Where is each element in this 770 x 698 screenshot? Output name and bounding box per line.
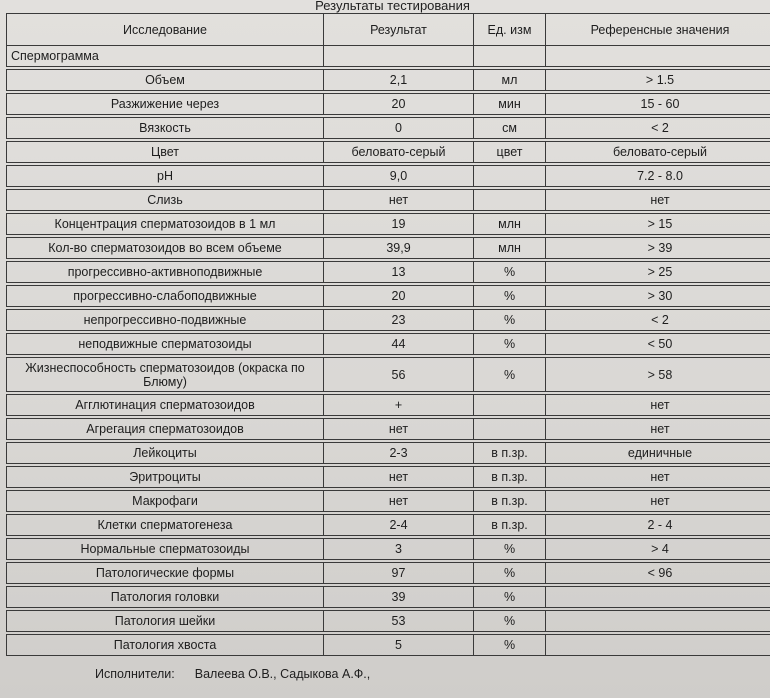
cell-study: Эритроциты [7,467,324,488]
cell-result: 0 [324,118,474,139]
cell-unit: в п.зр. [474,443,546,464]
cell-study: Патология шейки [7,611,324,632]
cell-study: Агрегация сперматозоидов [7,419,324,440]
cell-study: прогрессивно-слабоподвижные [7,286,324,307]
cell-study: Патология хвоста [7,635,324,656]
cell-unit: % [474,286,546,307]
section-title: Спермограмма [7,46,324,67]
table-row [7,94,770,115]
section-empty-cell [474,46,546,67]
table-row [7,419,770,440]
cell-reference: 15 - 60 [546,94,770,115]
cell-study: неподвижные сперматозоиды [7,334,324,355]
performers-names: Валеева О.В., Садыкова А.Ф., [194,667,371,681]
cell-unit: % [474,310,546,331]
table-row [7,635,770,656]
cell-unit: % [474,587,546,608]
cell-reference: 7.2 - 8.0 [546,166,770,187]
cell-reference: < 96 [546,563,770,584]
cell-reference: > 15 [546,214,770,235]
cell-result: 20 [324,286,474,307]
cell-unit: в п.зр. [474,515,546,536]
cell-result: 53 [324,611,474,632]
cell-study: Кол-во сперматозоидов во всем объеме [7,238,324,259]
cell-unit: в п.зр. [474,467,546,488]
cell-result: 97 [324,563,474,584]
cell-reference: 2 - 4 [546,515,770,536]
table-row [7,611,770,632]
cell-unit: % [474,358,546,392]
table-row [7,334,770,355]
cell-study: Патологические формы [7,563,324,584]
cell-study: pH [7,166,324,187]
cell-unit: % [474,563,546,584]
cell-reference: < 50 [546,334,770,355]
cell-unit: цвет [474,142,546,163]
column-header-reference: Референсные значения [546,14,770,46]
cell-unit [474,395,546,416]
cell-reference: нет [546,467,770,488]
performers-line [95,666,370,682]
cell-reference: > 39 [546,238,770,259]
cell-result: 13 [324,262,474,283]
cell-result: 44 [324,334,474,355]
cell-unit: в п.зр. [474,491,546,512]
cell-reference: < 2 [546,118,770,139]
cell-study: непрогрессивно-подвижные [7,310,324,331]
table-row [7,395,770,416]
table-row [7,539,770,560]
cell-reference: нет [546,190,770,211]
cell-unit: % [474,611,546,632]
cell-reference: нет [546,395,770,416]
cell-result: 20 [324,94,474,115]
cell-result: 56 [324,358,474,392]
cell-result: 5 [324,635,474,656]
cell-study: Концентрация сперматозоидов в 1 мл [7,214,324,235]
cell-reference: > 30 [546,286,770,307]
section-empty-cell [546,46,770,67]
cell-study: Объем [7,70,324,91]
column-header-study: Исследование [7,14,324,46]
cell-result: нет [324,467,474,488]
table-row [7,238,770,259]
table-row [7,515,770,536]
cell-study: Патология головки [7,587,324,608]
cell-unit [474,190,546,211]
cell-reference [546,611,770,632]
cell-study: Жизнеспособность сперматозоидов (окраска по Блюму) [7,358,324,392]
cell-study: Цвет [7,142,324,163]
table-row [7,190,770,211]
report-title: Результаты тестирования [315,0,470,13]
cell-result: 2,1 [324,70,474,91]
cell-unit: мл [474,70,546,91]
cell-reference: > 58 [546,358,770,392]
results-table [6,13,770,656]
cell-unit: см [474,118,546,139]
cell-result: нет [324,491,474,512]
cell-study: Нормальные сперматозоиды [7,539,324,560]
cell-study: Разжижение через [7,94,324,115]
cell-result: 3 [324,539,474,560]
cell-result: 39,9 [324,238,474,259]
cell-study: Лейкоциты [7,443,324,464]
table-row [7,166,770,187]
cell-study: Слизь [7,190,324,211]
cell-reference: нет [546,419,770,440]
cell-reference: > 1.5 [546,70,770,91]
cell-result: нет [324,419,474,440]
cell-study: Вязкость [7,118,324,139]
table-row [7,214,770,235]
cell-result: 2-4 [324,515,474,536]
cell-reference: беловато-серый [546,142,770,163]
table-row [7,286,770,307]
cell-study: Агглютинация сперматозоидов [7,395,324,416]
cell-study: Макрофаги [7,491,324,512]
table-row [7,358,770,392]
cell-reference: > 4 [546,539,770,560]
table-row [7,467,770,488]
cell-result: беловато-серый [324,142,474,163]
cell-unit: % [474,334,546,355]
cell-unit: % [474,635,546,656]
table-row [7,142,770,163]
cell-unit: % [474,262,546,283]
table-row [7,491,770,512]
cell-reference: < 2 [546,310,770,331]
cell-unit: млн [474,238,546,259]
table-row [7,443,770,464]
cell-result: нет [324,190,474,211]
performers-label: Исполнители: [95,667,175,681]
table-row [7,70,770,91]
column-header-result: Результат [324,14,474,46]
cell-result: 39 [324,587,474,608]
cell-reference: единичные [546,443,770,464]
table-header-row [7,14,770,46]
cell-unit [474,419,546,440]
cell-result: 9,0 [324,166,474,187]
cell-reference [546,635,770,656]
cell-result: 19 [324,214,474,235]
cell-result: 2-3 [324,443,474,464]
table-row [7,563,770,584]
column-header-unit: Ед. изм [474,14,546,46]
cell-unit: мин [474,94,546,115]
cell-unit: % [474,539,546,560]
cell-reference [546,587,770,608]
cell-study: прогрессивно-активноподвижные [7,262,324,283]
section-row [7,46,770,67]
table-row [7,262,770,283]
cell-result: 23 [324,310,474,331]
cell-unit [474,166,546,187]
cell-unit: млн [474,214,546,235]
cell-study: Клетки сперматогенеза [7,515,324,536]
cell-result: + [324,395,474,416]
cell-reference: нет [546,491,770,512]
table-row [7,587,770,608]
section-empty-cell [324,46,474,67]
cell-reference: > 25 [546,262,770,283]
table-row [7,310,770,331]
table-row [7,118,770,139]
